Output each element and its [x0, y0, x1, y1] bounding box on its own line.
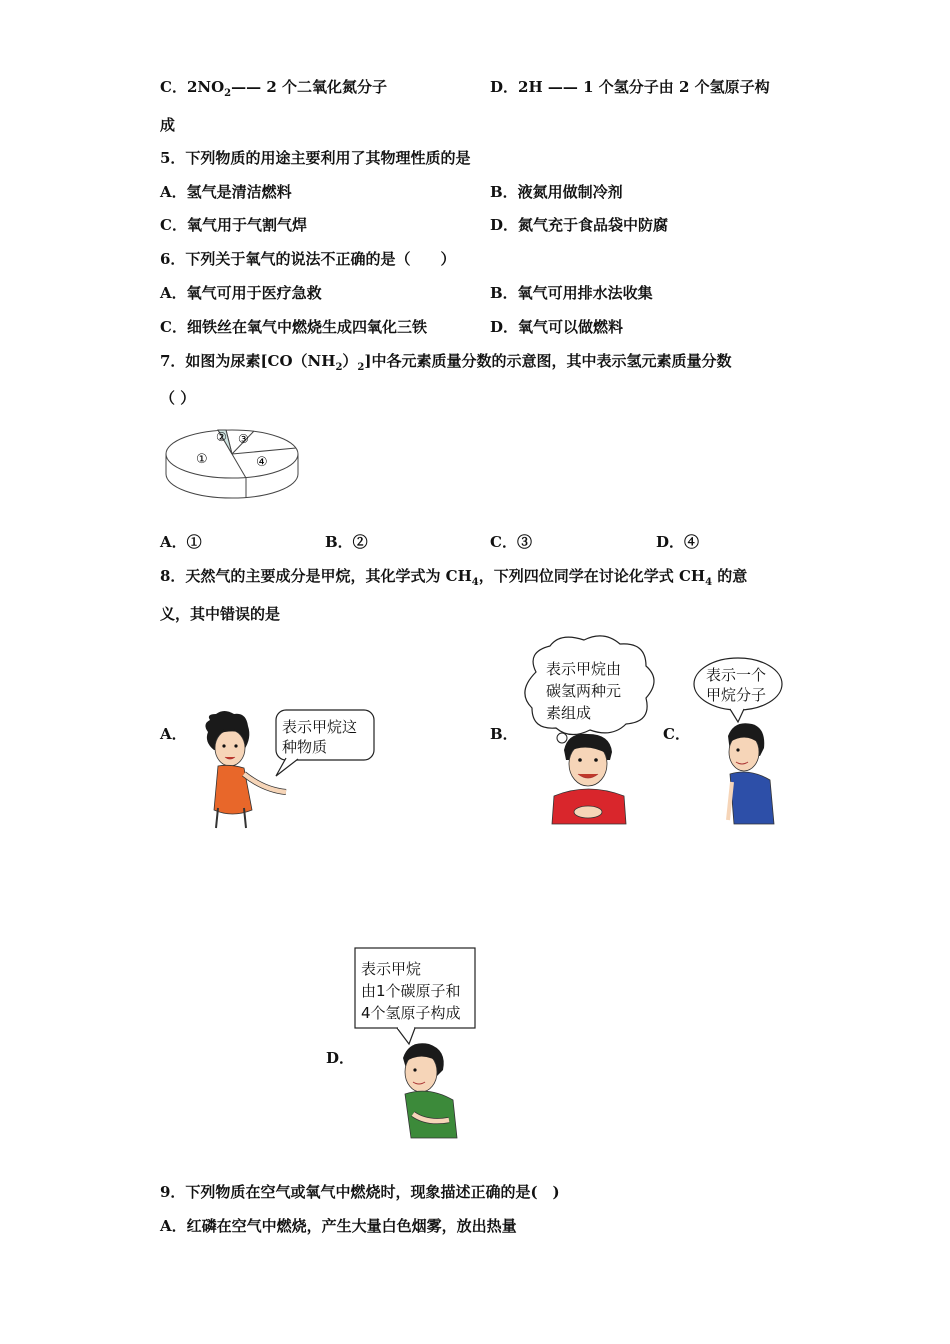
- q6-stem: 6．下列关于氧气的说法不正确的是（ ）: [160, 250, 456, 268]
- q8-option-d-label: D．: [326, 1049, 355, 1067]
- boy-figure-blue-shirt: [728, 723, 774, 824]
- q7-option-b: B．②: [325, 533, 368, 551]
- q8-option-c-picture: [690, 656, 790, 831]
- q4-option-d-continued: 成: [160, 116, 176, 134]
- q6-option-c: C．细铁丝在氧气中燃烧生成四氧化三铁: [160, 318, 427, 336]
- svg-text:表示一个: 表示一个: [706, 666, 767, 684]
- svg-text:种物质: 种物质: [282, 738, 328, 756]
- svg-text:4个氢原子构成: 4个氢原子构成: [361, 1004, 461, 1022]
- q9-option-a: A．红磷在空气中燃烧，产生大量白色烟雾，放出热量: [160, 1217, 517, 1235]
- q5-option-b: B．液氮用做制冷剂: [490, 183, 623, 201]
- girl-figure: [205, 711, 286, 828]
- svg-text:甲烷分子: 甲烷分子: [706, 686, 767, 704]
- q8-option-c-label: C．: [663, 725, 690, 743]
- q5-option-c: C．氧气用于气割气焊: [160, 216, 307, 234]
- q5-stem: 5．下列物质的用途主要利用了其物理性质的是: [160, 149, 471, 167]
- q5-option-a: A．氢气是清洁燃料: [160, 183, 292, 201]
- q7-answer-paren: （ ）: [160, 389, 196, 407]
- svg-text:碳氢两种元: 碳氢两种元: [546, 682, 622, 700]
- q8-stem-line2: 义，其中错误的是: [160, 605, 281, 623]
- q7-pie-chart: [160, 418, 305, 506]
- svg-text:由1个碳原子和: 由1个碳原子和: [361, 982, 461, 1000]
- q4-option-c: C．$2NO_2——$ 2 个二氧化氮分子: [160, 78, 388, 99]
- q7-stem: 7．如图为尿素$[CO(NH_2)_2]$中各元素质量分数的示意图，其中表示氢元素质量分数: [160, 352, 732, 373]
- pie-label-3: ③: [238, 432, 249, 446]
- q4-option-d: D．2H —— 1 个氢分子由 2 个氢原子构: [490, 78, 770, 96]
- svg-text:表示甲烷: 表示甲烷: [361, 960, 422, 978]
- q7-option-c: C．③: [490, 533, 532, 551]
- q9-stem: 9．下列物质在空气或氧气中燃烧时，现象描述正确的是( ): [160, 1183, 560, 1201]
- q8-option-b-picture: [516, 632, 666, 832]
- q6-option-b: B．氧气可用排水法收集: [490, 284, 653, 302]
- q7-option-a: A．①: [160, 533, 202, 551]
- svg-text:素组成: 素组成: [546, 704, 592, 722]
- boy-figure-red-shirt: [552, 734, 626, 824]
- svg-text:表示甲烷由: 表示甲烷由: [546, 660, 622, 678]
- q8-option-a-label: A．: [160, 725, 187, 743]
- q7-option-d: D．④: [656, 533, 700, 551]
- q6-option-a: A．氧气可用于医疗急救: [160, 284, 322, 302]
- q6-option-d: D．氧气可以做燃料: [490, 318, 624, 336]
- pie-label-4: ④: [256, 455, 268, 470]
- q8-option-b-label: B．: [490, 725, 518, 743]
- boy-figure-green-shirt: [403, 1043, 457, 1138]
- pie-label-1: ①: [196, 452, 208, 467]
- svg-text:表示甲烷这: 表示甲烷这: [282, 718, 358, 736]
- pie-label-2: ②: [216, 430, 227, 444]
- q8-stem-line1: 8．天然气的主要成分是甲烷，其化学式为 $CH_4$，下列四位同学在讨论化学式 $CH_4$ 的意: [160, 567, 748, 588]
- q8-option-d-picture: [353, 944, 483, 1144]
- q8-option-a-picture: [188, 700, 388, 830]
- q5-option-d: D．氮气充于食品袋中防腐: [490, 216, 669, 234]
